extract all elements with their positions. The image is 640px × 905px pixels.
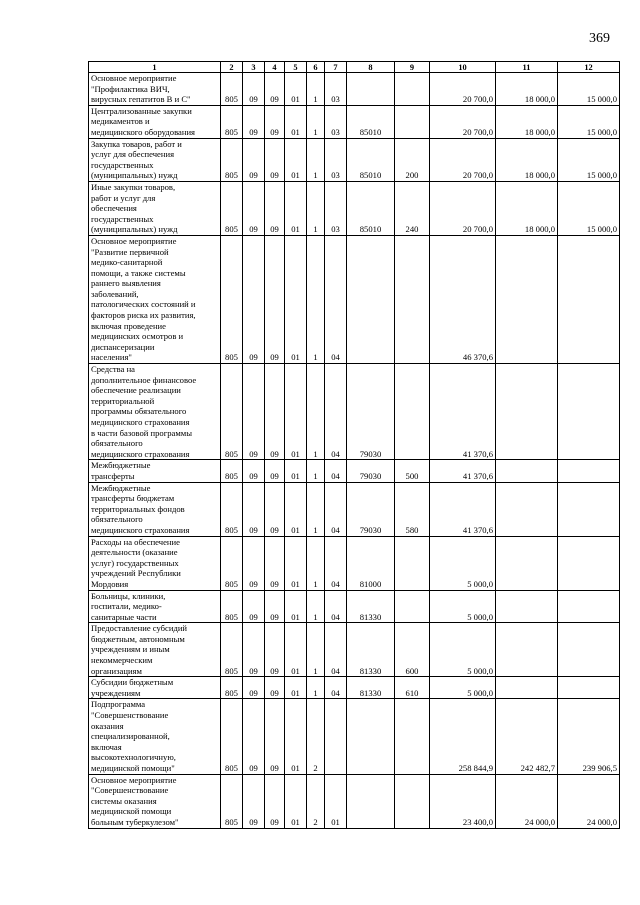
code-cell: 09 (265, 623, 285, 677)
code-cell: 09 (243, 105, 265, 138)
code-cell: 09 (265, 364, 285, 460)
amount-cell (558, 536, 620, 590)
code-cell: 600 (395, 623, 430, 677)
row-name-cell: Закупка товаров, работ и услуг для обеспечения государственных (муниципальных) нужд (89, 138, 221, 181)
code-cell: 09 (243, 460, 265, 482)
code-cell: 1 (307, 536, 325, 590)
code-cell: 01 (285, 536, 307, 590)
amount-cell (496, 623, 558, 677)
column-header: 11 (496, 62, 558, 73)
amount-cell: 20 700,0 (430, 181, 496, 235)
code-cell: 79030 (347, 482, 395, 536)
amount-cell: 20 700,0 (430, 138, 496, 181)
code-cell: 09 (265, 699, 285, 774)
code-cell (395, 774, 430, 828)
amount-cell: 18 000,0 (496, 181, 558, 235)
column-header: 1 (89, 62, 221, 73)
code-cell: 805 (221, 138, 243, 181)
amount-cell: 18 000,0 (496, 105, 558, 138)
code-cell: 01 (285, 138, 307, 181)
code-cell: 1 (307, 590, 325, 623)
code-cell: 81330 (347, 623, 395, 677)
code-cell: 81330 (347, 677, 395, 699)
code-cell: 2 (307, 774, 325, 828)
code-cell: 1 (307, 677, 325, 699)
code-cell: 09 (265, 235, 285, 363)
amount-cell (496, 235, 558, 363)
code-cell: 1 (307, 235, 325, 363)
table-row (89, 623, 620, 677)
code-cell: 09 (243, 677, 265, 699)
column-header: 8 (347, 62, 395, 73)
amount-cell: 5 000,0 (430, 590, 496, 623)
code-cell (347, 235, 395, 363)
code-cell: 805 (221, 590, 243, 623)
code-cell: 01 (285, 482, 307, 536)
code-cell: 1 (307, 181, 325, 235)
code-cell: 805 (221, 73, 243, 106)
table-row (89, 235, 620, 363)
code-cell: 85010 (347, 105, 395, 138)
amount-cell: 24 000,0 (496, 774, 558, 828)
code-cell: 805 (221, 482, 243, 536)
code-cell: 01 (285, 364, 307, 460)
code-cell: 04 (325, 364, 347, 460)
code-cell (395, 590, 430, 623)
amount-cell: 24 000,0 (558, 774, 620, 828)
code-cell: 09 (265, 536, 285, 590)
code-cell: 805 (221, 677, 243, 699)
code-cell: 09 (265, 181, 285, 235)
code-cell: 04 (325, 460, 347, 482)
code-cell: 03 (325, 73, 347, 106)
amount-cell: 18 000,0 (496, 138, 558, 181)
code-cell: 81330 (347, 590, 395, 623)
column-header: 3 (243, 62, 265, 73)
code-cell: 805 (221, 774, 243, 828)
page-number: 369 (589, 31, 610, 46)
code-cell (395, 699, 430, 774)
column-header: 12 (558, 62, 620, 73)
code-cell: 09 (243, 235, 265, 363)
amount-cell (496, 364, 558, 460)
row-name-cell: Централизованные закупки медикаментов и медицинского оборудования (89, 105, 221, 138)
table-row (89, 73, 620, 106)
code-cell: 09 (243, 138, 265, 181)
row-name-cell: Основное мероприятие "Профилактика ВИЧ, вирусных гепатитов В и С" (89, 73, 221, 106)
column-header: 9 (395, 62, 430, 73)
row-name-cell: Основное мероприятие "Совершенствование системы оказания медицинской помощи больным туберкулезом" (89, 774, 221, 828)
code-cell (347, 73, 395, 106)
code-cell: 03 (325, 105, 347, 138)
amount-cell: 18 000,0 (496, 73, 558, 106)
code-cell: 500 (395, 460, 430, 482)
code-cell: 01 (285, 460, 307, 482)
code-cell: 09 (243, 536, 265, 590)
amount-cell (558, 235, 620, 363)
column-header: 7 (325, 62, 347, 73)
code-cell (395, 105, 430, 138)
code-cell: 09 (265, 677, 285, 699)
code-cell: 1 (307, 138, 325, 181)
amount-cell (558, 677, 620, 699)
table-row (89, 536, 620, 590)
table-row (89, 460, 620, 482)
row-name-cell: Межбюджетные трансферты бюджетам территориальных фондов обязательного медицинского страхования (89, 482, 221, 536)
row-name-cell: Межбюджетные трансферты (89, 460, 221, 482)
code-cell: 09 (243, 699, 265, 774)
amount-cell (496, 677, 558, 699)
row-name-cell: Основное мероприятие "Развитие первичной медико-санитарной помощи, а также системы раннего выявления заболеваний, патологических состояний и факторов риска их развития, включая проведение медицинских осмотров и диспансеризации населения" (89, 235, 221, 363)
row-name-cell: Больницы, клиники, госпитали, медико- санитарные части (89, 590, 221, 623)
row-name-cell: Подпрограмма "Совершенствование оказания специализированной, включая высокотехнологичную, медицинской помощи" (89, 699, 221, 774)
code-cell (347, 699, 395, 774)
amount-cell: 15 000,0 (558, 138, 620, 181)
code-cell: 85010 (347, 138, 395, 181)
amount-cell (558, 623, 620, 677)
code-cell: 01 (285, 590, 307, 623)
code-cell: 1 (307, 623, 325, 677)
table-body (89, 73, 620, 829)
code-cell (395, 536, 430, 590)
code-cell: 09 (265, 105, 285, 138)
code-cell: 04 (325, 623, 347, 677)
amount-cell: 242 482,7 (496, 699, 558, 774)
amount-cell (496, 590, 558, 623)
amount-cell (558, 482, 620, 536)
amount-cell: 20 700,0 (430, 73, 496, 106)
code-cell: 805 (221, 699, 243, 774)
code-cell: 1 (307, 105, 325, 138)
table-row (89, 181, 620, 235)
code-cell: 79030 (347, 460, 395, 482)
code-cell (395, 73, 430, 106)
code-cell: 04 (325, 235, 347, 363)
amount-cell: 15 000,0 (558, 73, 620, 106)
code-cell: 01 (285, 774, 307, 828)
amount-cell (558, 364, 620, 460)
budget-table (88, 61, 620, 829)
code-cell: 805 (221, 623, 243, 677)
code-cell: 09 (265, 73, 285, 106)
code-cell: 610 (395, 677, 430, 699)
amount-cell: 46 370,6 (430, 235, 496, 363)
code-cell: 01 (285, 181, 307, 235)
code-cell: 01 (285, 699, 307, 774)
code-cell: 09 (243, 364, 265, 460)
amount-cell: 258 844,9 (430, 699, 496, 774)
code-cell: 79030 (347, 364, 395, 460)
code-cell: 805 (221, 235, 243, 363)
amount-cell: 41 370,6 (430, 364, 496, 460)
code-cell: 01 (285, 105, 307, 138)
header-row (89, 62, 620, 73)
amount-cell: 5 000,0 (430, 536, 496, 590)
code-cell: 805 (221, 181, 243, 235)
row-name-cell: Предоставление субсидий бюджетным, автономным учреждениям и иным некоммерческим организациям (89, 623, 221, 677)
code-cell: 240 (395, 181, 430, 235)
table-row (89, 699, 620, 774)
amount-cell: 23 400,0 (430, 774, 496, 828)
code-cell: 09 (265, 774, 285, 828)
table-row (89, 105, 620, 138)
code-cell: 09 (243, 623, 265, 677)
table-row (89, 677, 620, 699)
code-cell (347, 774, 395, 828)
row-name-cell: Иные закупки товаров, работ и услуг для обеспечения государственных (муниципальных) нужд (89, 181, 221, 235)
code-cell: 04 (325, 482, 347, 536)
code-cell: 09 (243, 73, 265, 106)
code-cell (325, 699, 347, 774)
code-cell: 09 (265, 138, 285, 181)
amount-cell (558, 590, 620, 623)
code-cell: 04 (325, 590, 347, 623)
column-header: 6 (307, 62, 325, 73)
column-header: 4 (265, 62, 285, 73)
code-cell: 1 (307, 482, 325, 536)
code-cell: 04 (325, 536, 347, 590)
code-cell: 200 (395, 138, 430, 181)
amount-cell: 41 370,6 (430, 482, 496, 536)
code-cell: 2 (307, 699, 325, 774)
code-cell: 01 (325, 774, 347, 828)
code-cell: 09 (265, 460, 285, 482)
amount-cell: 15 000,0 (558, 105, 620, 138)
row-name-cell: Субсидии бюджетным учреждениям (89, 677, 221, 699)
table-row (89, 364, 620, 460)
code-cell (395, 364, 430, 460)
table-row (89, 482, 620, 536)
amount-cell (496, 482, 558, 536)
code-cell: 01 (285, 73, 307, 106)
code-cell: 805 (221, 364, 243, 460)
column-header: 5 (285, 62, 307, 73)
code-cell: 09 (265, 482, 285, 536)
row-name-cell: Средства на дополнительное финансовое обеспечение реализации территориальной программы обязательного медицинского страхования в части базовой программы обязательного медицинского страхования (89, 364, 221, 460)
amount-cell: 41 370,6 (430, 460, 496, 482)
column-header: 2 (221, 62, 243, 73)
amount-cell: 20 700,0 (430, 105, 496, 138)
table-row (89, 590, 620, 623)
code-cell: 85010 (347, 181, 395, 235)
code-cell: 09 (243, 181, 265, 235)
amount-cell: 5 000,0 (430, 623, 496, 677)
amount-cell: 5 000,0 (430, 677, 496, 699)
code-cell: 805 (221, 536, 243, 590)
amount-cell (496, 460, 558, 482)
code-cell: 1 (307, 364, 325, 460)
table-row (89, 774, 620, 828)
column-header: 10 (430, 62, 496, 73)
code-cell: 04 (325, 677, 347, 699)
code-cell (395, 235, 430, 363)
amount-cell (496, 536, 558, 590)
code-cell: 1 (307, 460, 325, 482)
code-cell: 580 (395, 482, 430, 536)
amount-cell (558, 460, 620, 482)
row-name-cell: Расходы на обеспечение деятельности (оказание услуг) государственных учреждений Республики Мордовия (89, 536, 221, 590)
code-cell: 09 (265, 590, 285, 623)
code-cell: 805 (221, 460, 243, 482)
amount-cell: 239 906,5 (558, 699, 620, 774)
code-cell: 1 (307, 73, 325, 106)
code-cell: 01 (285, 235, 307, 363)
code-cell: 81000 (347, 536, 395, 590)
code-cell: 805 (221, 105, 243, 138)
code-cell: 01 (285, 677, 307, 699)
code-cell: 09 (243, 774, 265, 828)
code-cell: 03 (325, 138, 347, 181)
code-cell: 09 (243, 590, 265, 623)
amount-cell: 15 000,0 (558, 181, 620, 235)
code-cell: 03 (325, 181, 347, 235)
code-cell: 09 (243, 482, 265, 536)
code-cell: 01 (285, 623, 307, 677)
table-row (89, 138, 620, 181)
